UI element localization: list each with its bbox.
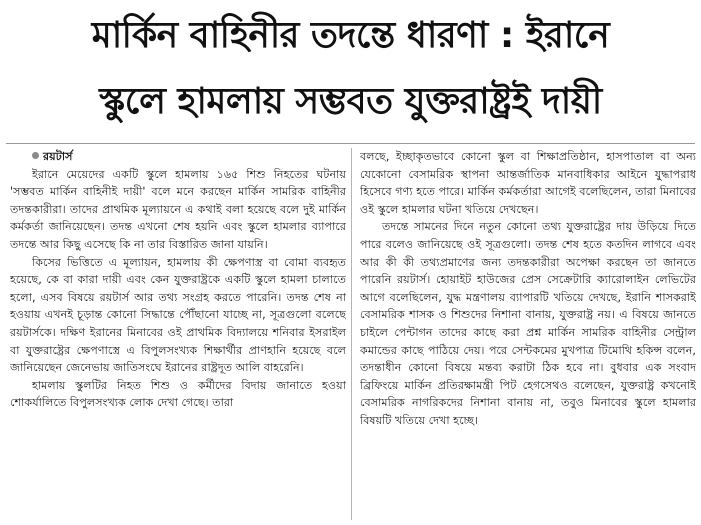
headline-line-2: স্কুলে হামলায় সম্ভবত যুক্তরাষ্ট্রই দায়ী: [99, 81, 602, 122]
paragraph: হামলায় স্কুলটির নিহত শিশু ও কর্মীদের বিদায় জানাতে হওয়া শোকর্যালিতে বিপুলসংখ্যক লোক দেখা গেছে। তারা: [10, 378, 346, 410]
column-divider: [351, 148, 352, 520]
paragraph: ইরানে মেয়েদের একটি স্কুলে হামলায় ১৬৫ শিশু নিহতের ঘটনায় 'সম্ভবত মার্কিন বাহিনীই দায়ী' বলে মনে করছেন মার্কিন সামরিক বাহিনীর তদন্তকারীরা। তাদের প্রাথমিক মূল্যায়নে এ কথাই বলা হয়েছে বলে দুই মার্কিন কর্মকর্তা জানিয়েছেন। তদন্ত এখনো শেষ হয়নি এবং স্কুলে হামলার ব্যাপারে তদন্তে আর কিছু এসেছে কি না তার বিস্তারিত জানা যায়নি।: [10, 167, 346, 251]
bullet-icon: [32, 152, 39, 159]
paragraph: কিসের ভিত্তিতে এ মূল্যায়ন, হামলায় কী ক্ষেপণাস্ত্র বা বোমা ব্যবহৃত হয়েছে, কে বা কারা দায়ী এবং কেন যুক্তরাষ্ট্রকে একটি স্কুলে হামলা চালাতে হলো, এসব বিষয়ে রয়টার্স আর তথ্য সংগ্রহ করতে পারেনি। তদন্ত শেষ না হওয়ায় এখনই চূড়ান্ত কোনো সিদ্ধান্তে পৌঁছানো যাচ্ছে না, সূত্রগুলো বলেছে রয়টার্সকে। দক্ষিণ ইরানের মিনাবের ওই প্রাথমিক বিদ্যালয়ে শনিবার ইসরাইল বা যুক্তরাষ্ট্রের ক্ষেপণাস্ত্রে এ বিপুলসংখ্যক শিক্ষার্থীর প্রাণহানি হয়েছে বলে জানিয়েছেন জেনেভায় জাতিসংঘে ইরানের রাষ্ট্রদূত আলি বাহরেনি।: [10, 255, 346, 375]
article-column-right: [360, 148, 696, 522]
headline-line-1: মার্কিন বাহিনীর তদন্তে ধারণা : ইরানে: [91, 15, 610, 56]
byline-text: রয়টার্স: [43, 150, 73, 163]
byline: [10, 148, 346, 166]
article-column-left: [10, 148, 346, 522]
headline-rule: [6, 143, 695, 144]
paragraph: তদন্তে সামনের দিনে নতুন কোনো তথ্য যুক্তরাষ্ট্রের দায় উড়িয়ে দিতে পারে বলেও জানিয়েছে ওই সূত্রগুলো। তদন্ত শেষ হতে কতদিন লাগবে এবং আর কী কী তথ্যপ্রমাণের জন্য তদন্তকারীরা অপেক্ষা করছেন তা জানতে পারেনি রয়টার্স। হোয়াইট হাউজের প্রেস সেক্রেটারি ক্যারোলাইন লেভিটের আগে বলেছিলেন, যুদ্ধ মন্ত্রণালয় ব্যাপারটি খতিয়ে দেখছে, ইরানি শাসকরাই বেসামরিক শাসক ও শিশুদের নিশানা বানায়, যুক্তরাষ্ট্র নয়। এ বিষয়ে জানতে চাইলে পেন্টাগন তাদের কাছে করা প্রশ্ন মার্কিন সামরিক বাহিনীর সেন্ট্রাল কমান্ডের কাছে পাঠিয়ে দেয়। পরে সেন্টকমের মুখপাত্র টিমোথি হকিন্স বলেন, তদন্তাধীন কোনো বিষয়ে মন্তব্য করাটা ঠিক হবে না। বুধবার এক সংবাদ ব্রিফিংয়ে মার্কিন প্রতিরক্ষামন্ত্রী পিট হেগসেথও বলেছেন, যুক্তরাষ্ট্র কখনোই বেসামরিক নাগরিকদের নিশানা বানায় না, তবুও মিনাবের স্কুলে হামলার বিষয়টি খতিয়ে দেখা হচ্ছে।: [360, 220, 696, 427]
paragraph: বলছে, ইচ্ছাকৃতভাবে কোনো স্কুল বা শিক্ষাপ্রতিষ্ঠান, হাসপাতাল বা অন্য যেকোনো বেসামরিক স্থাপনা আন্তর্জাতিক মানবাধিকার আইনে যুদ্ধাপরাধ হিসেবে গণ্য হতে পারে। মার্কিন কর্মকর্তারা আগেই বলেছিলেন, তারা মিনাবের ওই স্কুলে হামলার ঘটনা খতিয়ে দেখছেন।: [360, 150, 696, 216]
